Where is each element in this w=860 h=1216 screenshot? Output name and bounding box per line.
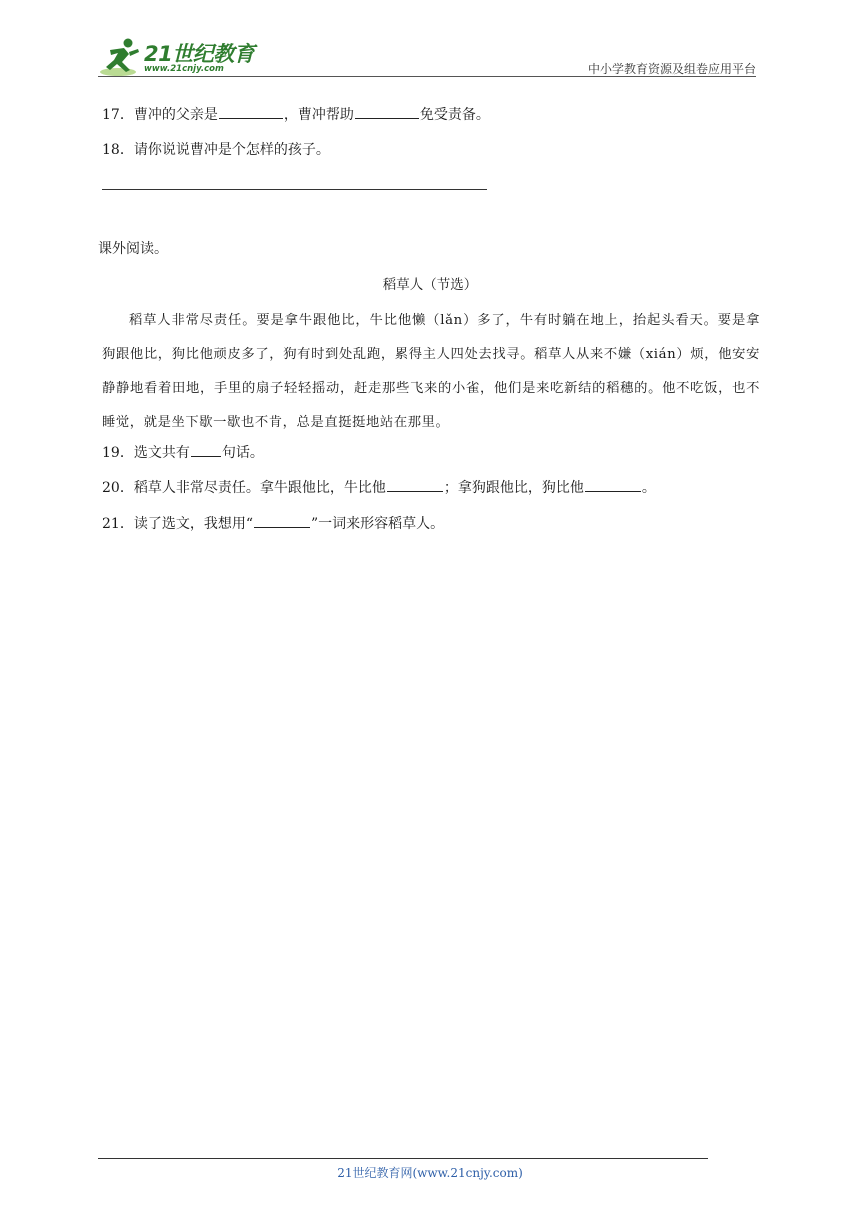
question-20 bbox=[102, 477, 656, 498]
q21-text-b: ”一词来形容稻草人。 bbox=[310, 516, 445, 532]
section-heading: 课外阅读。 bbox=[98, 241, 168, 257]
header-divider bbox=[98, 76, 756, 77]
question-17 bbox=[102, 104, 490, 125]
q20-text-a: 20．稻草人非常尽责任。拿牛跟他比，牛比他 bbox=[102, 480, 386, 496]
q20-blank-1[interactable] bbox=[387, 477, 443, 492]
runner-logo-icon bbox=[98, 36, 144, 78]
footer-divider bbox=[98, 1158, 708, 1159]
q20-text-b: ；拿狗跟他比，狗比他 bbox=[443, 480, 584, 496]
header-platform-title: 中小学教育资源及组卷应用平台 bbox=[587, 62, 756, 76]
q19-text-b: 句话。 bbox=[221, 445, 264, 461]
passage-text: 稻草人非常尽责任。要是拿牛跟他比，牛比他懒（lǎn）多了，牛有时躺在地上，抬起头看天。要是拿狗跟他比，狗比他顽皮多了，狗有时到处乱跑，累得主人四处去找寻。稻草人从来不嫌（xián）烦，他安安静静地看着田地，手里的扇子轻轻摇动，赶走那些飞来的小雀，他们是来吃新结的稻穗的。他不吃饭，也不睡觉，就是坐下歇一歇也不肯，总是直挺挺地站在那里。 bbox=[102, 313, 760, 430]
q18-answer-line[interactable] bbox=[102, 189, 487, 190]
q19-blank[interactable] bbox=[191, 442, 221, 457]
q17-blank-1[interactable] bbox=[219, 104, 283, 119]
passage-title: 稻草人（节选） bbox=[382, 277, 478, 293]
logo-url: www.21cnjy.com bbox=[144, 64, 224, 74]
footer-text: 21世纪教育网(www.21cnjy.com) bbox=[337, 1166, 523, 1180]
q17-text-b: ，曹冲帮助 bbox=[283, 107, 354, 123]
q20-text-c: 。 bbox=[641, 480, 656, 496]
q21-blank[interactable] bbox=[254, 513, 310, 528]
question-21 bbox=[102, 513, 444, 534]
logo-text: 21世纪教育 bbox=[144, 42, 255, 66]
q17-text-c: 免受责备。 bbox=[419, 107, 490, 123]
q19-text-a: 19．选文共有 bbox=[102, 445, 190, 461]
site-logo bbox=[98, 36, 268, 78]
question-19 bbox=[102, 442, 264, 463]
question-18: 18．请你说说曹冲是个怎样的孩子。 bbox=[102, 142, 330, 158]
q20-blank-2[interactable] bbox=[585, 477, 641, 492]
q21-text-a: 21．读了选文，我想用“ bbox=[102, 516, 253, 532]
q17-blank-2[interactable] bbox=[355, 104, 419, 119]
q17-text-a: 17．曹冲的父亲是 bbox=[102, 107, 218, 123]
page-header bbox=[98, 36, 756, 78]
